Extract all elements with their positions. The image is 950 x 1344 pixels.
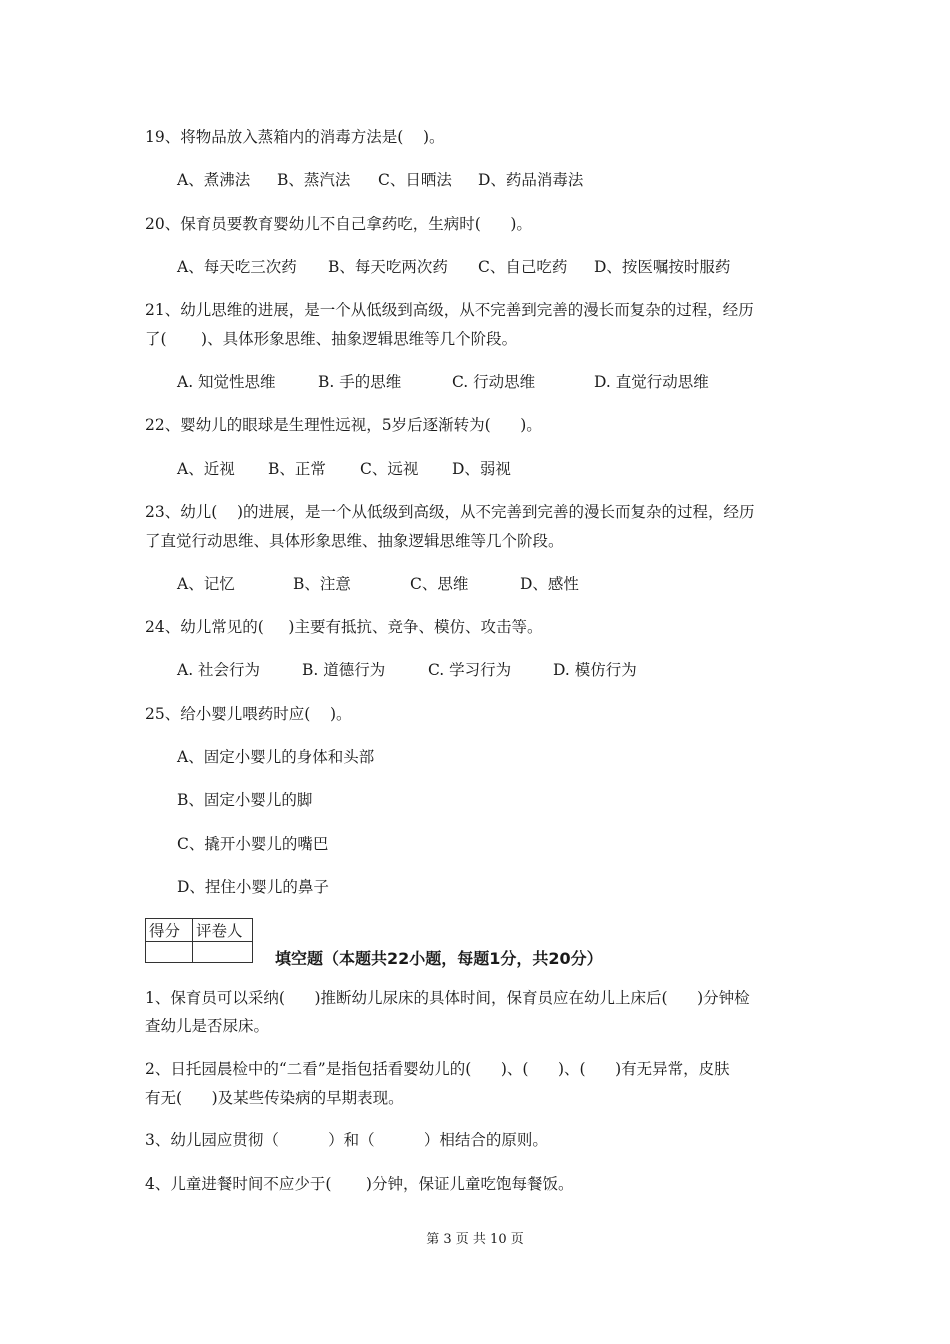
question-19-option-c: C、日晒法 (378, 171, 452, 189)
question-22-option-c: C、远视 (360, 460, 419, 478)
fill-2-line2: 有无( )及某些传染病的早期表现。 (145, 1089, 404, 1107)
grader-cell (193, 942, 253, 963)
fill-1-line1: 1、保育员可以采纳( )推断幼儿尿床的具体时间，保育员应在幼儿上床后( )分钟检 (145, 989, 750, 1007)
question-20-stem: 20、保育员要教育婴幼儿不自己拿药吃，生病时( )。 (145, 215, 532, 233)
question-20-option-a: A、每天吃三次药 (177, 258, 297, 276)
question-22-option-b: B、正常 (268, 460, 326, 478)
question-20-option-b: B、每天吃两次药 (328, 258, 448, 276)
question-19-option-b: B、蒸汽法 (277, 171, 351, 189)
fill-1-line2: 查幼儿是否尿床。 (145, 1017, 270, 1035)
score-header: 得分 (146, 919, 193, 942)
question-23-stem-line1: 23、幼儿( )的进展，是一个从低级到高级，从不完善到完善的漫长而复杂的过程，经历 (145, 503, 755, 521)
score-table (145, 918, 253, 963)
question-21-option-b: B. 手的思维 (318, 373, 402, 391)
question-19-stem: 19、将物品放入蒸箱内的消毒方法是( )。 (145, 128, 445, 146)
question-24-option-d: D. 模仿行为 (553, 661, 637, 679)
question-22-stem: 22、婴幼儿的眼球是生理性远视，5岁后逐渐转为( )。 (145, 416, 542, 434)
question-21-option-c: C. 行动思维 (452, 373, 536, 391)
score-cell (146, 942, 193, 963)
question-25-option-b: B、固定小婴儿的脚 (177, 791, 313, 809)
question-21-stem-line2: 了( )、具体形象思维、抽象逻辑思维等几个阶段。 (145, 330, 518, 348)
question-19-option-d: D、药品消毒法 (478, 171, 584, 189)
question-23-stem-line2: 了直觉行动思维、具体形象思维、抽象逻辑思维等几个阶段。 (145, 532, 564, 550)
section-title: 填空题（本题共22小题，每题1分，共20分） (275, 949, 603, 968)
question-25-stem: 25、给小婴儿喂药时应( )。 (145, 705, 352, 723)
question-23-option-d: D、感性 (520, 575, 579, 593)
grader-header: 评卷人 (193, 919, 253, 942)
question-19-option-a: A、煮沸法 (177, 171, 251, 189)
fill-2-line1: 2、日托园晨检中的“二看”是指包括看婴幼儿的( )、( )、( )有无异常，皮肤 (145, 1060, 730, 1078)
question-24-option-a: A. 社会行为 (177, 661, 261, 679)
question-21-option-d: D. 直觉行动思维 (594, 373, 709, 391)
question-20-option-d: D、按医嘱按时服药 (594, 258, 731, 276)
fill-3: 3、幼儿园应贯彻（ ）和（ ）相结合的原则。 (145, 1131, 548, 1149)
fill-4: 4、儿童进餐时间不应少于( )分钟，保证儿童吃饱每餐饭。 (145, 1175, 574, 1193)
question-22-option-d: D、弱视 (452, 460, 511, 478)
question-24-option-c: C. 学习行为 (428, 661, 512, 679)
question-24-option-b: B. 道德行为 (302, 661, 386, 679)
question-25-option-d: D、捏住小婴儿的鼻子 (177, 878, 329, 896)
question-24-stem: 24、幼儿常见的( )主要有抵抗、竞争、模仿、攻击等。 (145, 618, 543, 636)
question-25-option-c: C、撬开小婴儿的嘴巴 (177, 835, 329, 853)
page-footer: 第 3 页 共 10 页 (426, 1232, 524, 1247)
question-23-option-c: C、思维 (410, 575, 469, 593)
question-22-option-a: A、近视 (177, 460, 235, 478)
question-20-option-c: C、自己吃药 (478, 258, 568, 276)
question-21-option-a: A. 知觉性思维 (177, 373, 276, 391)
question-25-option-a: A、固定小婴儿的身体和头部 (177, 748, 375, 766)
question-23-option-b: B、注意 (293, 575, 351, 593)
question-23-option-a: A、记忆 (177, 575, 235, 593)
question-21-stem-line1: 21、幼儿思维的进展，是一个从低级到高级，从不完善到完善的漫长而复杂的过程，经历 (145, 301, 754, 319)
